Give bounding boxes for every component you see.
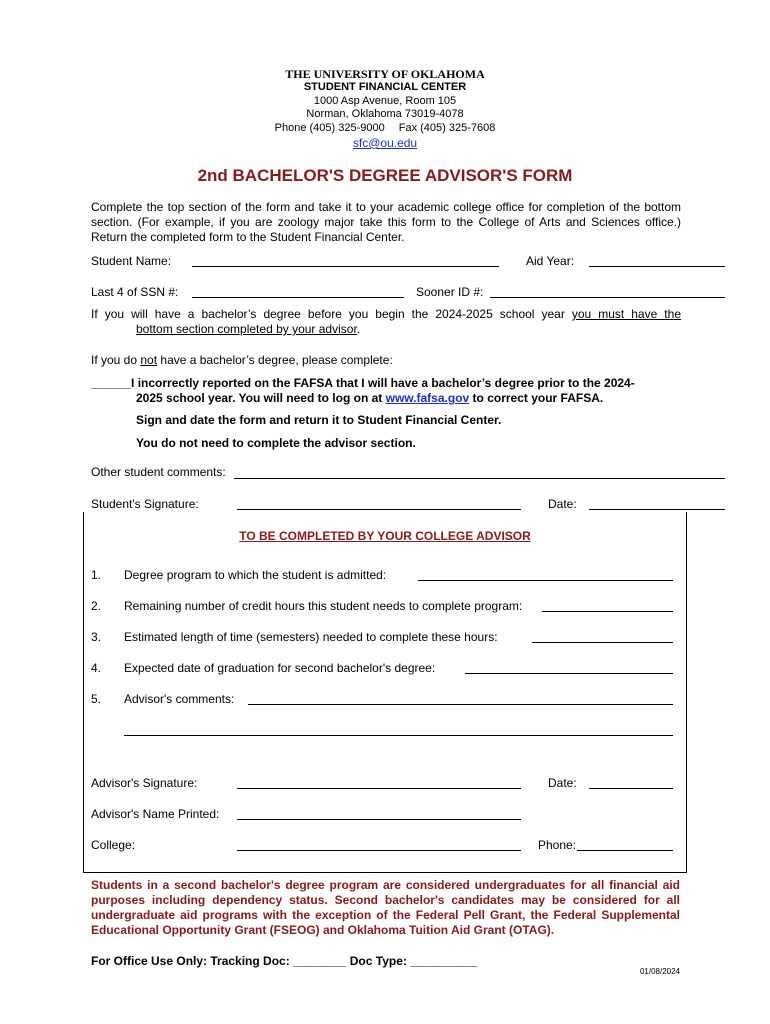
- sign-note: Sign and date the form and return it to Student Financial Center.: [136, 413, 502, 427]
- advisor-name-label: Advisor's Name Printed:: [91, 807, 220, 821]
- no-degree-not: not: [140, 353, 158, 367]
- email-link[interactable]: sfc@ou.edu: [352, 136, 418, 150]
- advisor-item-text-3: Estimated length of time (semesters) needed to complete these hours:: [124, 630, 498, 644]
- have-degree-line-2: [136, 322, 360, 337]
- student-signature-label: Student's Signature:: [91, 497, 199, 511]
- fafsa-statement: I incorrectly reported on the FAFSA that I will have a bachelor’s degree prior to the 2024-: [131, 376, 635, 390]
- form-title: 2nd BACHELOR'S DEGREE ADVISOR'S FORM: [197, 166, 573, 185]
- fafsa-instruction: 2025 school year. You will need to log on at: [136, 391, 386, 405]
- advisor-name-field[interactable]: [237, 819, 521, 820]
- aid-year-label: Aid Year:: [526, 254, 575, 268]
- aid-year-field[interactable]: [589, 266, 725, 267]
- advisor-signature-label: Advisor's Signature:: [91, 776, 198, 790]
- address-line-2: Norman, Oklahoma 73019-4078: [306, 108, 464, 120]
- sooner-id-label: Sooner ID #:: [416, 285, 484, 299]
- degree-program-field[interactable]: [418, 580, 673, 581]
- college-field[interactable]: [237, 850, 521, 851]
- ssn-label: Last 4 of SSN #:: [91, 285, 179, 299]
- advisor-phone-label: Phone:: [538, 838, 577, 852]
- phone-number: Phone (405) 325-9000: [274, 122, 385, 134]
- advisor-item-num-2: 2.: [91, 599, 102, 613]
- student-name-field[interactable]: [192, 266, 499, 267]
- student-name-label: Student Name:: [91, 254, 172, 268]
- no-advisor-note: You do not need to complete the advisor section.: [136, 436, 416, 450]
- revision-date: 01/08/2024: [639, 967, 680, 976]
- email-line: [0, 136, 770, 150]
- intro-text: Complete the top section of the form and take it to your academic college office for completion of the bottom section. (For example, if you are zoology major take this form to the College of Arts and Sciences office.) Return the completed form to the Student Financial Center.: [91, 200, 681, 244]
- semesters-field[interactable]: [532, 642, 673, 643]
- fafsa-check-blank[interactable]: ______: [91, 376, 132, 390]
- have-degree-emphasis-cont: bottom section completed by your advisor: [136, 322, 357, 336]
- have-degree-line-1: [91, 307, 681, 322]
- college-label: College:: [91, 838, 136, 852]
- sooner-id-field[interactable]: [490, 297, 725, 298]
- fafsa-line-1: [91, 376, 635, 391]
- have-degree-period: .: [356, 322, 361, 336]
- advisor-phone-field[interactable]: [577, 850, 673, 851]
- no-degree-text-2: have a bachelor’s degree, please complete:: [157, 353, 393, 367]
- fax-number: Fax (405) 325-7608: [398, 122, 496, 134]
- office-use-line: For Office Use Only: Tracking Doc: ________ Doc Type: __________: [91, 954, 477, 968]
- dependency-notice: Students in a second bachelor's degree program are considered undergraduates for all financial aid purposes including dependency status. Second bachelor's candidates may be considered for all undergraduate aid programs with the exception of the Federal Pell Grant, the Federal Supplemental Educational Opportunity Grant (FSEOG) and Oklahoma Tuition Aid Grant (OTAG).: [91, 878, 680, 937]
- address-line-1: 1000 Asp Avenue, Room 105: [313, 95, 457, 107]
- advisor-item-text-2: Remaining number of credit hours this student needs to complete program:: [124, 599, 523, 613]
- graduation-date-field[interactable]: [465, 673, 673, 674]
- phone-fax-line: [0, 122, 770, 134]
- ssn-field[interactable]: [192, 297, 404, 298]
- advisor-signature-field[interactable]: [237, 788, 521, 789]
- no-degree-line: [91, 353, 393, 368]
- advisor-item-num-5: 5.: [91, 692, 102, 706]
- have-degree-text: If you will have a bachelor’s degree before you begin the 2024-2025 school year: [91, 307, 572, 321]
- advisor-heading: TO BE COMPLETED BY YOUR COLLEGE ADVISOR: [239, 529, 531, 543]
- advisor-date-label: Date:: [548, 776, 577, 790]
- fafsa-line-2: [136, 391, 603, 406]
- have-degree-emphasis: you must have the: [571, 307, 681, 321]
- advisor-item-text-1: Degree program to which the student is admitted:: [124, 568, 387, 582]
- center-name: STUDENT FINANCIAL CENTER: [303, 81, 467, 93]
- credit-hours-field[interactable]: [542, 611, 673, 612]
- advisor-date-field[interactable]: [589, 788, 673, 789]
- student-date-label: Date:: [548, 497, 577, 511]
- fafsa-instruction-end: to correct your FAFSA.: [469, 391, 604, 405]
- no-degree-text-1: If you do: [91, 353, 141, 367]
- fafsa-link[interactable]: www.fafsa.gov: [385, 391, 470, 405]
- advisor-item-num-1: 1.: [91, 568, 102, 582]
- student-comments-label: Other student comments:: [91, 465, 226, 479]
- student-signature-field[interactable]: [237, 509, 521, 510]
- student-comments-field[interactable]: [234, 478, 725, 479]
- advisor-item-num-3: 3.: [91, 630, 102, 644]
- advisor-item-text-4: Expected date of graduation for second bachelor's degree:: [124, 661, 436, 675]
- advisor-comments-field-2[interactable]: [124, 735, 673, 736]
- student-date-field[interactable]: [589, 509, 725, 510]
- advisor-item-num-4: 4.: [91, 661, 102, 675]
- advisor-item-text-5: Advisor's comments:: [124, 692, 235, 706]
- advisor-comments-field[interactable]: [248, 704, 673, 705]
- university-name: THE UNIVERSITY OF OKLAHOMA: [285, 67, 485, 81]
